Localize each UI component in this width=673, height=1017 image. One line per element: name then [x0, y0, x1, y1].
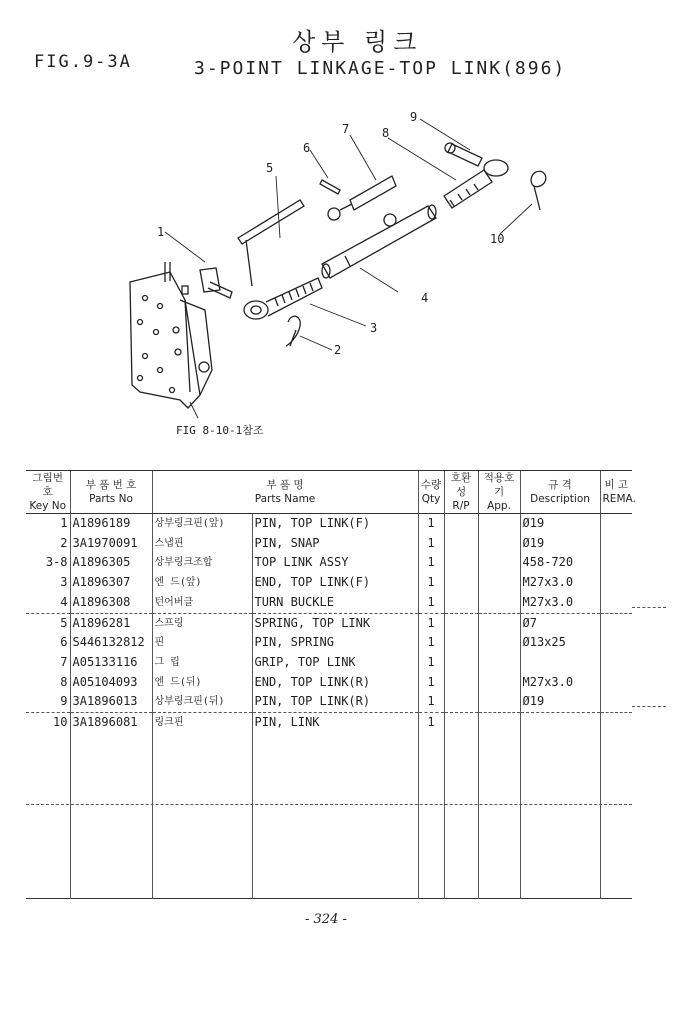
qty-cell: 1	[418, 633, 444, 653]
empty-cell	[478, 733, 520, 899]
desc-cell: Ø19	[520, 534, 600, 554]
key-cell: 4	[26, 593, 70, 613]
header-key: 그림번호 Key No	[26, 471, 70, 514]
name-en-cell: SPRING, TOP LINK	[252, 613, 418, 633]
empty-cell	[520, 733, 600, 899]
rp-cell	[444, 633, 478, 653]
empty-cell	[600, 733, 632, 899]
parts-table	[26, 470, 636, 900]
table-row	[26, 514, 632, 534]
remarks-cell	[600, 534, 632, 554]
name-kr-cell: 턴어버클	[152, 593, 252, 613]
name-en-cell: PIN, TOP LINK(F)	[252, 514, 418, 534]
key-cell: 7	[60, 654, 68, 669]
name-kr-cell: 스프링	[152, 613, 252, 633]
desc-cell	[520, 653, 600, 673]
desc-cell: Ø13x25	[520, 633, 600, 653]
empty-cell	[252, 733, 418, 899]
rp-cell	[444, 573, 478, 593]
callout-1: 1	[157, 225, 165, 239]
name-en-cell: PIN, LINK	[252, 713, 418, 733]
remarks-cell	[600, 593, 632, 613]
name-en-cell: PIN, SPRING	[252, 633, 418, 653]
desc-cell: Ø7	[520, 613, 600, 633]
key-cell: 9	[26, 692, 70, 712]
key-cell: 1	[60, 516, 68, 530]
callout-3: 3	[370, 321, 378, 335]
header-part-name: 부 품 명 Parts Name	[152, 471, 418, 514]
table-row	[26, 692, 632, 712]
exploded-parts-diagram	[0, 95, 673, 435]
empty-cell	[70, 733, 152, 899]
qty-cell: 1	[418, 593, 444, 613]
callout-2: 2	[334, 343, 342, 357]
part-no-cell: A05104093	[70, 673, 152, 693]
rp-cell	[444, 713, 478, 733]
qty-cell: 1	[418, 613, 444, 633]
app-cell	[478, 713, 520, 733]
desc-cell: Ø19	[520, 514, 600, 534]
desc-cell: Ø19	[520, 692, 600, 712]
qty-cell: 1	[418, 534, 444, 554]
reference-note: FIG 8-10-1참조	[176, 424, 264, 437]
name-en-cell: END, TOP LINK(R)	[252, 673, 418, 693]
figure-title: 3-POINT LINKAGE-TOP LINK(896)	[194, 58, 567, 79]
key-cell: 10	[53, 715, 68, 730]
rp-cell	[444, 553, 478, 573]
part-no-cell: A1896189	[70, 514, 152, 534]
korean-title: 상부 링크	[292, 28, 423, 56]
end-top-link-front	[244, 301, 268, 319]
empty-row	[26, 733, 632, 899]
qty-cell: 1	[418, 713, 444, 733]
page-number: - 324 -	[305, 912, 347, 927]
name-kr-cell: 상부링크핀(앞)	[152, 514, 252, 534]
desc-cell: M27x3.0	[520, 573, 600, 593]
qty-cell: 1	[418, 692, 444, 712]
name-kr-cell: 엔 드(뒤)	[152, 673, 252, 693]
rp-cell	[444, 514, 478, 534]
key-cell: 3-8	[45, 555, 68, 570]
qty-cell: 1	[418, 653, 444, 673]
empty-cell	[152, 733, 252, 899]
desc-cell: M27x3.0	[520, 593, 600, 613]
part-no-cell: 3A1896081	[70, 713, 152, 733]
name-en-cell: TURN BUCKLE	[252, 593, 418, 613]
remarks-cell	[600, 673, 632, 693]
app-cell	[478, 534, 520, 554]
empty-cell	[444, 733, 478, 899]
part-no-cell: S446132812	[70, 633, 152, 653]
header-rp: 호환성 R/P	[444, 471, 478, 514]
qty-cell: 1	[418, 673, 444, 693]
desc-cell	[520, 713, 600, 733]
part-no-cell: 3A1896013	[70, 692, 152, 712]
table-row	[26, 713, 632, 733]
app-cell	[478, 593, 520, 613]
snap-pin	[286, 316, 300, 346]
link-pin	[531, 171, 546, 210]
remarks-cell	[600, 573, 632, 593]
table-row	[26, 534, 632, 554]
app-cell	[478, 573, 520, 593]
name-kr-cell: 엔 드(앞)	[152, 573, 252, 593]
app-cell	[478, 553, 520, 573]
part-no-cell: A1896307	[70, 573, 152, 593]
app-cell	[478, 514, 520, 534]
header-part-no: 부 품 번 호 Parts No	[70, 471, 152, 514]
app-cell	[478, 653, 520, 673]
part-no-cell: A05133116	[70, 653, 152, 673]
rp-cell	[444, 692, 478, 712]
key-cell: 8	[60, 674, 68, 689]
name-kr-cell: 스냅핀	[152, 534, 252, 554]
dash-extension-2	[632, 706, 666, 707]
name-kr-cell: 핀	[152, 633, 252, 653]
callout-5: 5	[266, 161, 274, 175]
rp-cell	[444, 613, 478, 633]
qty-cell: 1	[418, 573, 444, 593]
empty-cell	[26, 733, 70, 899]
name-en-cell: PIN, SNAP	[252, 534, 418, 554]
name-en-cell: GRIP, TOP LINK	[252, 653, 418, 673]
rp-cell	[444, 534, 478, 554]
table-row	[26, 573, 632, 593]
key-cell: 2	[60, 535, 68, 550]
app-cell	[478, 613, 520, 633]
table-row	[26, 553, 632, 573]
part-no-cell: A1896281	[70, 613, 152, 633]
rp-cell	[444, 673, 478, 693]
table-row	[26, 673, 632, 693]
spring-pin	[320, 180, 340, 194]
callout-6: 6	[303, 141, 311, 155]
name-kr-cell: 링크핀	[152, 713, 252, 733]
name-en-cell: PIN, TOP LINK(R)	[252, 692, 418, 712]
remarks-cell	[600, 633, 632, 653]
callout-9: 9	[410, 110, 418, 124]
part-no-cell: 3A1970091	[70, 534, 152, 554]
table-row	[26, 613, 632, 633]
app-cell	[478, 633, 520, 653]
app-cell	[478, 673, 520, 693]
name-kr-cell: 그 립	[152, 653, 252, 673]
qty-cell: 1	[418, 553, 444, 573]
name-kr-cell: 상부링크핀(뒤)	[152, 692, 252, 712]
table-row	[26, 633, 632, 653]
header-remarks: 비 고 REMA.	[600, 471, 632, 514]
desc-cell: 458-720	[520, 553, 600, 573]
callout-4: 4	[421, 291, 429, 305]
remarks-cell	[600, 713, 632, 733]
remarks-cell	[600, 653, 632, 673]
callout-7: 7	[342, 122, 350, 136]
table-row	[26, 593, 632, 613]
table-row	[26, 653, 632, 673]
key-cell: 5	[60, 615, 68, 630]
key-cell: 3	[60, 575, 68, 590]
dash-extension-1	[632, 607, 666, 608]
name-kr-cell: 상부링크조합	[152, 553, 252, 573]
name-en-cell: TOP LINK ASSY	[252, 553, 418, 573]
callout-8: 8	[382, 126, 390, 140]
figure-number: FIG.9-3A	[34, 52, 132, 72]
header-qty: 수량 Qty	[418, 471, 444, 514]
part-no-cell: A1896305	[70, 553, 152, 573]
spring	[238, 200, 304, 286]
header-app: 적용호기 App.	[478, 471, 520, 514]
empty-cell	[418, 733, 444, 899]
name-en-cell: END, TOP LINK(F)	[252, 573, 418, 593]
rp-cell	[444, 593, 478, 613]
remarks-cell	[600, 692, 632, 712]
part-no-cell: A1896308	[70, 593, 152, 613]
remarks-cell	[600, 514, 632, 534]
dash-separator	[26, 804, 632, 805]
callout-10: 10	[490, 232, 505, 246]
remarks-cell	[600, 553, 632, 573]
table-header	[26, 471, 632, 514]
key-cell: 6	[60, 635, 68, 650]
desc-cell: M27x3.0	[520, 673, 600, 693]
app-cell	[478, 692, 520, 712]
remarks-cell	[600, 613, 632, 633]
header-desc: 규 격 Description	[520, 471, 600, 514]
rp-cell	[444, 653, 478, 673]
qty-cell: 1	[418, 514, 444, 534]
grip	[350, 176, 396, 210]
